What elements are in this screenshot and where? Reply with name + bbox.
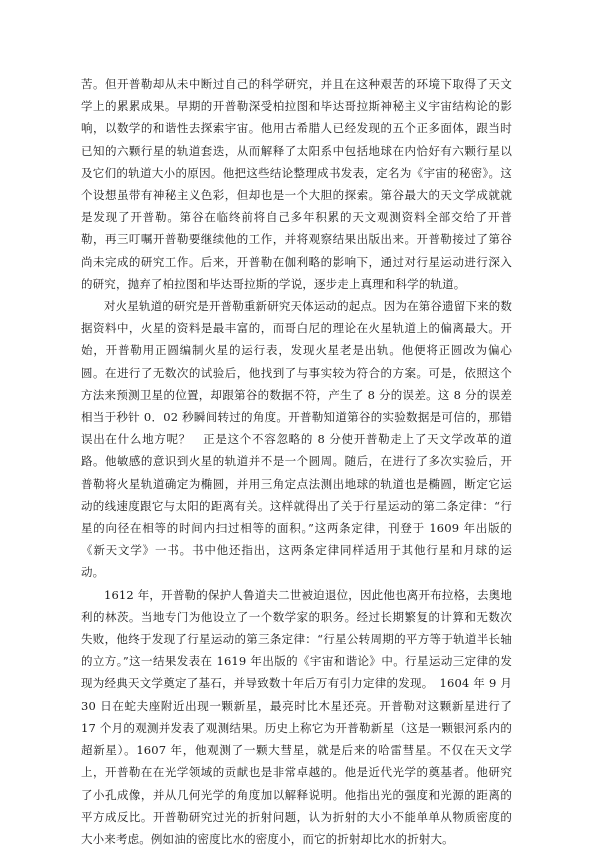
paragraph-1: 苦。但开普勒却从未中断过自己的科学研究，并且在这种艰苦的环境下取得了天文学上的累累成果。早期的开普勒深受柏拉图和毕达哥拉斯神秘主义宇宙结构论的影响，以数学的和谐性去探索宇宙。他用古希腊人已经发现的五个正多面体，跟当时已知的六颗行星的轨道套迭，从而解释了太阳系中包括地球在内恰好有六颗行星以及它们的轨道大小的原因。他把这些结论整理成书发表，定名为《宇宙的秘密》。这个设想虽带有神秘主义色彩，但却也是一个大胆的探索。第谷最大的天文学成就就是发现了开普勒。第谷在临终前将自己多年积累的天文观测资料全部交给了开普勒，再三叮嘱开普勒要继续他的工作，并将观察结果出版出来。开普勒接过了第谷尚未完成的研究工作。后来，开普勒在伽利略的影响下，通过对行星运动进行深入的研究，抛弃了柏拉图和毕达哥拉斯的学说，逐步走上真理和科学的轨道。 xyxy=(81,77,512,291)
paragraph-2: 对火星轨道的研究是开普勒重新研究天体运动的起点。因为在第谷遗留下来的数据资料中，火星的资料是最丰富的，而哥白尼的理论在火星轨道上的偏离最大。开始，开普勒用正圆编制火星的运行表，发现火星老是出轨。他便将正圆改为偏心圆。在进行了无数次的试验后，他找到了与事实较为符合的方案。可是，依照这个方法来预测卫星的位置，却跟第谷的数据不符，产生了 8 分的误差。这 8 分的误差相当于秒针 0．02 秒瞬间转过的角度。开普勒知道第谷的实验数据是可信的，那错误出在什么地方呢？ 正是这个不容忽略的 8 分使开普勒走上了天文学改革的道路。他敏感的意识到火星的轨道并不是一个圆周。随后，在进行了多次实验后，开普勒将火星轨道确定为椭圆，并用三角定点法测出地球的轨道也是椭圆，断定它运动的线速度跟它与太阳的距离有关。这样就得出了关于行星运动的第二条定律：“行星的向径在相等的时间内扫过相等的面积。”这两条定律，刊登于 1609 年出版的《新天文学》一书。书中他还指出，这两条定律同样适用于其他行星和月球的运动。 xyxy=(81,299,512,580)
paragraph-3: 1612 年，开普勒的保护人鲁道夫二世被迫退位，因此他也离开布拉格，去奥地利的林茨。当地专门为他设立了一个数学家的职务。经过长期繁复的计算和无数次失败，他终于发现了行星运动的第三条定律：“行星公转周期的平方等于轨道半长轴的立方。”这一结果发表在 1619 年出版的《宇宙和谐论》中。行星运动三定律的发现为经典天文学奠定了基石，并导致数十年后万有引力定律的发现。 1604 年 9 月 30 日在蛇夫座附近出现一颗新星，最亮时比木星还亮。开普勒对这颗新星进行了 17 个月的观测并发表了观测结果。历史上称它为开普勒新星（这是一颗银河系内的超新星）。1607 年，他观测了一颗大彗星，就是后来的哈雷彗星。不仅在天文学上，开普勒在在光学领域的贡献也是非常卓越的。他是近代光学的奠基者。他研究了小孔成像，并从几何光学的角度加以解释说明。他指出光的强度和光源的距离的平方成反比。开普勒研究过光的折射问题，认为折射的大小不能单单从物质密度的大小来考虑。例如油的密度比水的密度小，而它的折射却比水的折射大。 xyxy=(81,587,512,846)
